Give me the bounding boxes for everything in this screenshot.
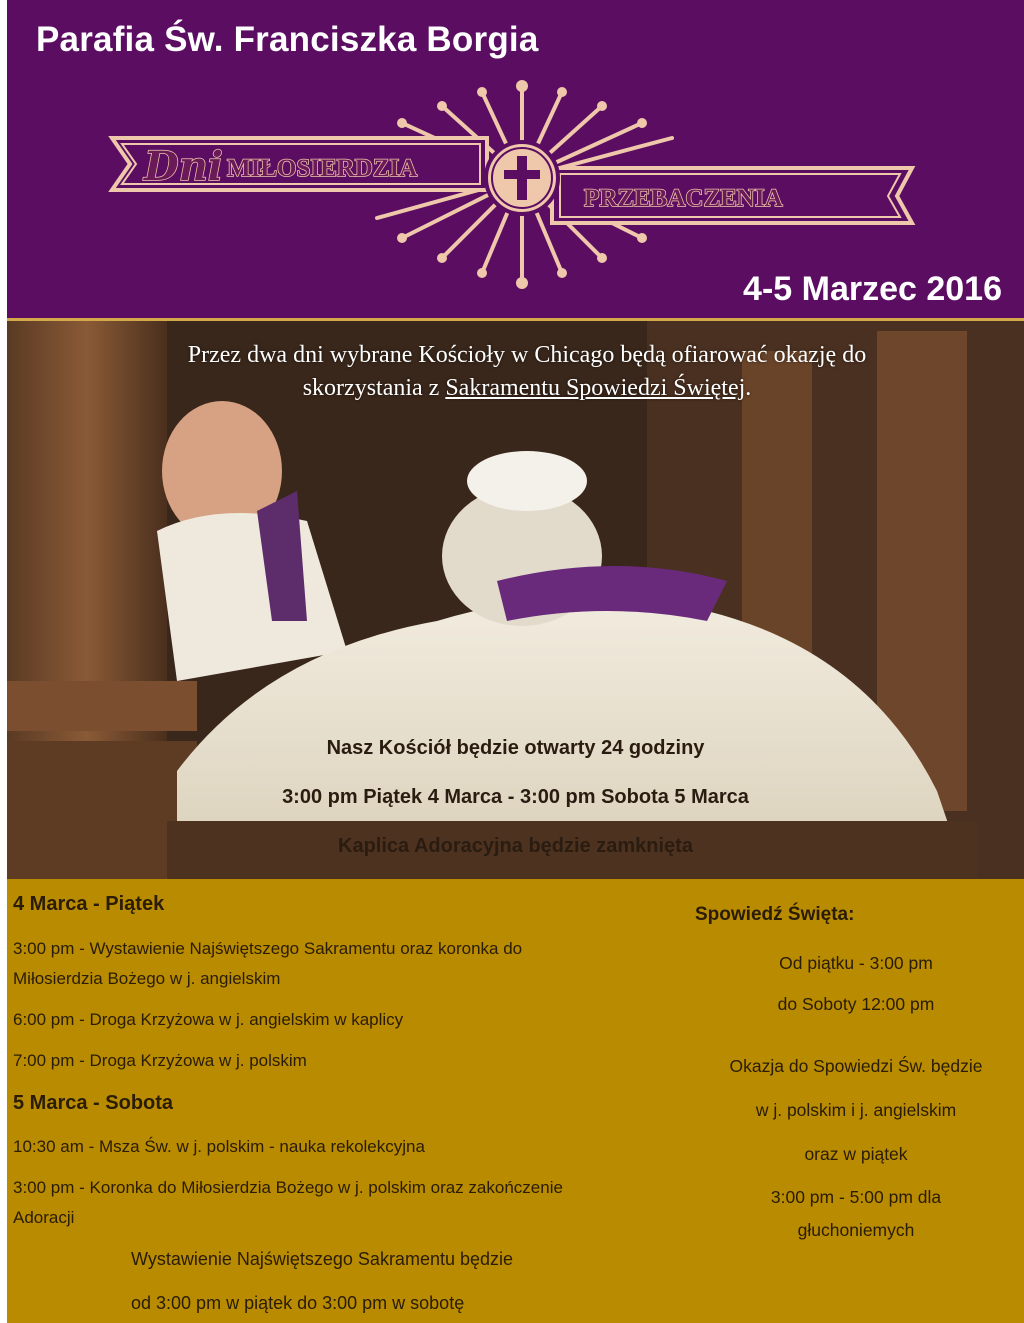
logo-word-bottom: PRZEBACZENIA [584, 185, 783, 212]
confession-photo [7, 321, 1024, 879]
saturday-heading: 5 Marca - Sobota [13, 1092, 174, 1114]
confession-line-4: w j. polskim i j. angielskim [755, 1100, 957, 1120]
intro-line-2-suffix: . [745, 375, 752, 401]
event-logo-graphic [102, 78, 922, 293]
friday-item-1-cont: Miłosierdzia Bożego w j. angielskim [13, 969, 281, 988]
friday-heading: 4 Marca - Piątek [13, 893, 165, 915]
logo-word-script: Dni [144, 143, 223, 190]
logo-word-top: MIŁOSIERDZIA [227, 155, 418, 182]
friday-item-3: 7:00 pm - Droga Krzyżowa w j. polskim [13, 1051, 307, 1070]
exposition-line-2: od 3:00 pm w piątek do 3:00 pm w sobotę [131, 1293, 465, 1313]
saturday-item-2: 3:00 pm - Koronka do Miłosierdzia Bożego w j. polskim oraz zakończenie [13, 1178, 563, 1197]
confession-line-3: Okazja do Spowiedzi Św. będzie [729, 1056, 983, 1076]
header-banner [7, 0, 1024, 318]
intro-line-2 [7, 372, 1024, 405]
friday-item-2: 6:00 pm - Droga Krzyżowa w j. angielskim w kaplicy [13, 1010, 404, 1029]
intro-text [7, 339, 1024, 405]
confession-line-6: 3:00 pm - 5:00 pm dla [770, 1187, 942, 1207]
exposition-line-1: Wystawienie Najświętszego Sakramentu będzie [131, 1249, 514, 1269]
friday-item-1: 3:00 pm - Wystawienie Najświętszego Sakramentu oraz koronka do [13, 939, 523, 958]
schedule-section [7, 879, 1024, 1323]
church-open-info [7, 736, 1024, 879]
open-info-line-3: Kaplica Adoracyjna będzie zamknięta [338, 835, 693, 857]
confession-line-2: do Soboty 12:00 pm [777, 994, 935, 1014]
event-date: 4-5 Marzec 2016 [743, 270, 1002, 308]
confession-line-5: oraz w piątek [804, 1144, 908, 1164]
parish-title: Parafia Św. Franciszka Borgia [36, 20, 539, 59]
open-info-line-1: Nasz Kościół będzie otwarty 24 godziny [326, 737, 705, 759]
confession-line-7: głuchoniemych [797, 1220, 915, 1240]
intro-line-2-prefix: skorzystania z [302, 375, 446, 401]
saturday-item-1: 10:30 am - Msza Św. w j. polskim - nauka rekolekcyjna [13, 1137, 425, 1156]
event-logo [102, 78, 922, 293]
open-info-line-2: 3:00 pm Piątek 4 Marca - 3:00 pm Sobota 5 Marca [282, 786, 749, 808]
sacrament-link[interactable]: Sakramentu Spowiedzi Świętej [445, 375, 746, 401]
confession-heading: Spowiedź Święta: [695, 904, 855, 925]
confession-line-1: Od piątku - 3:00 pm [779, 953, 933, 973]
intro-line-1: Przez dwa dni wybrane Kościoły w Chicago będą ofiarować okazję do [187, 342, 867, 368]
saturday-item-2-cont: Adoracji [13, 1208, 75, 1227]
